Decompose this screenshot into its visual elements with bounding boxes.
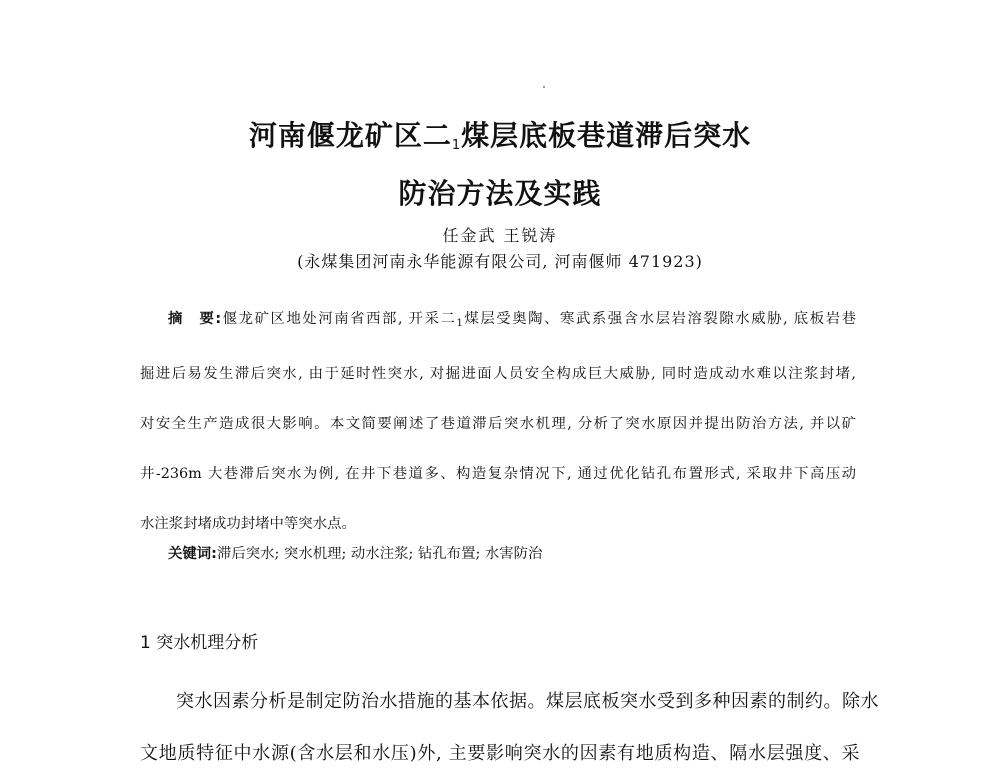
keywords-label: 关键词:: [168, 546, 217, 562]
abstract-line: 水注浆封堵成功封堵中等突水点。: [140, 516, 356, 532]
keywords: [168, 542, 542, 563]
abstract-line: 井-236m 大巷滞后突水为例, 在井下巷道多、构造复杂情况下, 通过优化钻孔布置形式, 采取井下高压动: [140, 466, 856, 482]
affiliation: (永煤集团河南永华能源有限公司, 河南偃师 471923): [297, 252, 703, 271]
abstract-label-char2: 要:: [197, 311, 222, 327]
section-heading: 1 突水机理分析: [140, 633, 259, 653]
paper-title-line1: [0, 118, 1000, 164]
scan-speck: [543, 86, 545, 88]
body-paragraph: [140, 676, 879, 780]
abstract-subscript: 1: [456, 318, 463, 329]
title-text-part1: 河南偃龙矿区二: [248, 119, 452, 152]
abstract-text: 煤层受奥陶、寒武系强含水层岩溶裂隙水威胁, 底板岩巷: [462, 311, 856, 327]
abstract-label-char1: 摘: [168, 311, 184, 327]
abstract: [140, 294, 856, 549]
paper-title-line2: 防治方法及实践: [398, 177, 602, 210]
body-line: 突水因素分析是制定防治水措施的基本依据。煤层底板突水受到多种因素的制约。除水: [176, 691, 879, 712]
body-line: 文地质特征中水源(含水层和水压)外, 主要影响突水的因素有地质构造、隔水层强度、采: [140, 743, 860, 764]
title-text-part2: 煤层底板巷道滞后突水: [461, 119, 752, 152]
authors: 任金武 王锐涛: [442, 226, 558, 245]
abstract-text: 偃龙矿区地处河南省西部, 开采二: [221, 311, 457, 327]
abstract-label: [168, 311, 221, 327]
abstract-line: [140, 294, 856, 349]
abstract-line: 对安全生产造成很大影响。本文简要阐述了巷道滞后突水机理, 分析了突水原因并提出防治方法, 并以矿: [140, 416, 856, 432]
title-subscript: 1: [451, 138, 462, 153]
abstract-line: 掘进后易发生滞后突水, 由于延时性突水, 对掘进面人员安全构成巨大威胁, 同时造成动水难以注浆封堵,: [140, 366, 856, 382]
keywords-text: 滞后突水; 突水机理; 动水注浆; 钻孔布置; 水害防治: [216, 546, 543, 562]
